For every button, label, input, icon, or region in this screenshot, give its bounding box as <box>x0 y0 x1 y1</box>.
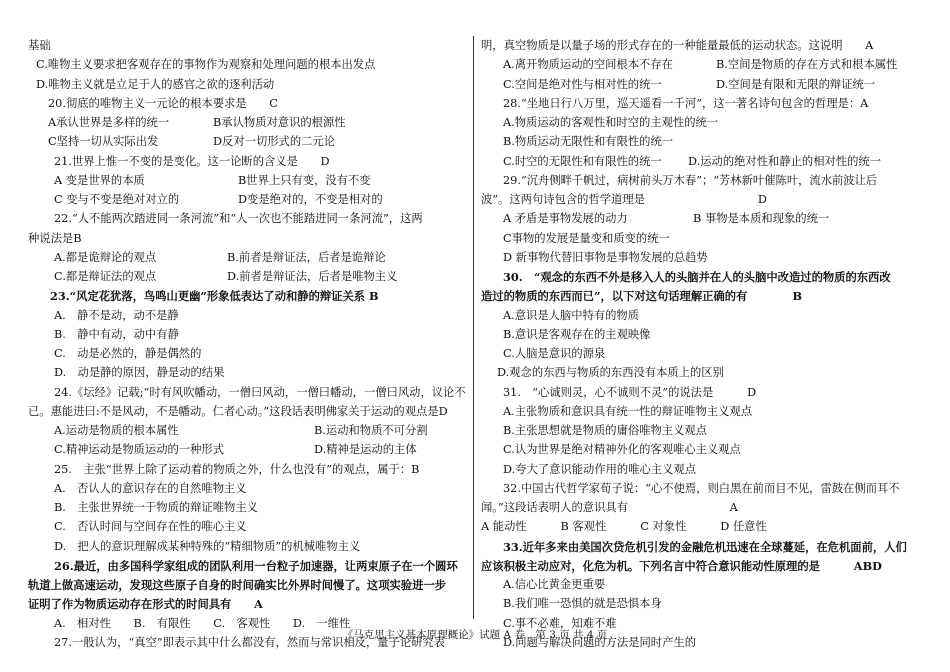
line-text: 31. “心诚则灵，心不诚则不灵”的说法是 D <box>503 385 757 399</box>
left-column-line <box>28 267 480 287</box>
left-column-line <box>28 460 480 480</box>
option-text: C 变与不变是绝对对立的 <box>54 193 180 206</box>
line-text: A.信心比黄金更重要 <box>503 578 606 591</box>
right-column-line <box>481 75 933 95</box>
line-text: D.唯物主义就是立足于人的感官之欲的逐利活动 <box>36 77 275 91</box>
line-text: A 能动性 B 客观性 C 对象性 D 任意性 <box>481 520 767 534</box>
line-text: 应该积极主动应对，化危为机。下列名言中符合意识能动性原理的是 ABD <box>481 558 882 573</box>
right-column-line <box>481 229 933 249</box>
line-text: 21.世界上惟一不变的是变化。这一论断的含义是 D <box>54 154 330 168</box>
right-column-line <box>481 248 933 268</box>
right-column-line <box>481 498 933 518</box>
left-column-line <box>28 229 480 249</box>
right-column-line <box>481 132 933 152</box>
right-column-line <box>481 556 933 576</box>
left-column-line <box>28 190 480 210</box>
option-text: D.精神是运动的主体 <box>314 443 417 457</box>
left-column-line <box>28 55 480 75</box>
line-text: 30. “观念的东西不外是移入人的头脑并在人的头脑中改造过的物质的东西改 <box>503 270 891 284</box>
line-text: 25. 主张“世界上除了运动着的物质之外，什么也没有”的观点，属于：B <box>54 462 420 476</box>
line-text: A. 否认人的意识存在的自然唯物主义 <box>54 481 247 495</box>
line-text: 23.“风定花犹落，鸟鸣山更幽”形象低表达了动和静的辩证关系 B <box>50 289 379 304</box>
left-column-line <box>28 383 480 403</box>
line-text: B.意识是客观存在的主观映像 <box>503 327 651 341</box>
left-column-line <box>28 498 480 518</box>
right-column-line <box>481 402 933 422</box>
left-column-line <box>28 325 480 345</box>
left-column-line <box>28 152 480 172</box>
line-text: C.事不必难，知难不难 <box>503 616 617 630</box>
left-column-line <box>28 556 480 576</box>
left-column-line <box>28 286 480 306</box>
right-column-line <box>481 171 933 191</box>
line-text: 明，真空物质是以量子场的形式存在的一种能量最低的运动状态。这说明 A <box>481 39 874 52</box>
line-text: 29.“沉舟侧畔千帆过，病树前头万木春”；“芳林新叶催陈叶，流水前波让后 <box>503 173 878 187</box>
right-column-line <box>481 55 933 75</box>
line-text: 基础 <box>28 39 51 52</box>
line-text: B.主张思想就是物质的庸俗唯物主义观点 <box>503 424 707 437</box>
option-text: C.都是辩证法的观点 <box>54 270 157 283</box>
option-text: A 变是世界的本质 <box>54 173 145 187</box>
line-text: 33.近年多来由美国次贷危机引发的金融危机迅速在全球蔓延，在危机面前，人们 <box>503 539 907 554</box>
line-text: B.物质运动无限性和有限性的统一 <box>503 135 674 149</box>
line-text: 轨道上做高速运动，发现这些原子自身的时间确实比外界时间慢了。这项实验进一步 <box>28 578 446 592</box>
right-column-line <box>481 209 933 229</box>
line-text: 32.中国古代哲学家荀子说：“心不使焉，则白黑在前而目不见，雷鼓在侧而耳不 <box>503 481 900 495</box>
right-column-line <box>481 479 933 499</box>
line-text: 27.一般认为，“真空”即表示其中什么都没有，然而与常识相反，量子论研究表 <box>54 635 446 649</box>
page-footer: 《马克思主义基本原理概论》试题 A 卷 第 3 页 共 4 页 <box>342 629 608 641</box>
right-column-line <box>481 94 933 114</box>
left-column-line <box>28 94 480 114</box>
option-text: C.时空的无限性和有限性的统一 <box>503 154 662 168</box>
line-text: A.物质运动的客观性和时空的主观性的统一 <box>503 116 719 129</box>
option-text: D.运动的绝对性和静止的相对性的统一 <box>688 154 881 168</box>
right-column-line <box>481 267 933 287</box>
line-text: D. 动是静的原因，静是动的结果 <box>54 366 225 380</box>
line-text: 闻。”这段话表明人的意识具有 A <box>481 501 738 514</box>
line-text: B. 主张世界统一于物质的辩证唯物主义 <box>54 501 258 514</box>
line-text: 造过的物质的东西而已”，以下对这句话理解正确的有 B <box>481 289 803 304</box>
line-text: 种说法是B <box>28 231 82 245</box>
line-text: C事物的发展是量变和质变的统一 <box>503 231 670 245</box>
line-text: C.人脑是意识的源泉 <box>503 347 606 360</box>
line-text: A.意识是人脑中特有的物质 <box>503 308 640 322</box>
line-text: D. 把人的意识理解成某种特殊的“精细物质”的机械唯物主义 <box>54 539 361 553</box>
line-text: C.唯物主义要求把客观存在的事物作为观察和处理问题的根本出发点 <box>36 58 376 72</box>
right-column-line <box>481 440 933 460</box>
line-text: C. 动是必然的，静是偶然的 <box>54 347 202 360</box>
line-text: C.认为世界是绝对精神外化的客观唯心主义观点 <box>503 443 741 457</box>
left-column-line <box>28 363 480 383</box>
line-text: B.我们唯一恐惧的就是恐惧本身 <box>503 597 662 611</box>
line-text: 已。惠能进曰:不是风动，不是幡动。仁者心动。”这段话表明佛家关于运动的观点是D <box>28 404 448 418</box>
column-divider <box>473 36 474 619</box>
option-text: B 事物是本质和现象的统一 <box>693 212 830 226</box>
option-text: D变是绝对的，不变是相对的 <box>238 193 383 206</box>
right-column-line <box>481 190 933 210</box>
line-text: 证明了作为物质运动存在形式的时间具有 A <box>28 597 263 612</box>
right-column-line <box>481 383 933 403</box>
line-text: C. 否认时间与空间存在性的唯心主义 <box>54 520 247 534</box>
option-text: D.空间是有限和无限的辩证统一 <box>716 77 876 91</box>
right-column-line <box>481 113 933 133</box>
line-text: 22.“人不能两次踏进同一条河流”和“人一次也不能踏进同一条河流”，这两 <box>54 212 423 226</box>
left-column-line <box>28 344 480 364</box>
right-column-line <box>481 344 933 364</box>
right-column-line <box>481 537 933 557</box>
option-text: A承认世界是多样的统一 <box>48 116 170 129</box>
line-text: D.观念的东西与物质的东西没有本质上的区别 <box>497 366 724 380</box>
right-column-line <box>481 325 933 345</box>
line-text: B. 静中有动，动中有静 <box>54 327 179 341</box>
left-column-line <box>28 248 480 268</box>
option-text: B承认物质对意识的根源性 <box>213 116 346 129</box>
left-column-line <box>28 75 480 95</box>
right-column-line <box>481 460 933 480</box>
option-text: C.精神运动是物质运动的一种形式 <box>54 443 224 457</box>
right-column-line <box>481 286 933 306</box>
option-text: C.空间是绝对性与相对性的统一 <box>503 77 662 91</box>
left-column-line <box>28 517 480 537</box>
option-text: B世界上只有变，没有不变 <box>238 173 371 187</box>
left-column-line <box>28 575 480 595</box>
left-column-line <box>28 209 480 229</box>
left-column-line <box>28 594 480 614</box>
left-column-line <box>28 402 480 422</box>
option-text: A.都是诡辩论的观点 <box>54 250 157 264</box>
left-column-line <box>28 479 480 499</box>
left-column-line <box>28 113 480 133</box>
line-text: 24.《坛经》记载;“时有风吹幡动，一僧曰风动，一僧曰幡动，一僧曰风动，议论不 <box>54 385 466 399</box>
line-text: 波”。这两句诗包含的哲学道理是 D <box>481 193 767 206</box>
right-column-line <box>481 421 933 441</box>
left-column-line <box>28 306 480 326</box>
left-column-line <box>28 132 480 152</box>
line-text: 26.最近，由多国科学家组成的团队利用一台粒子加速器，让两束原子在一个圆环 <box>54 558 458 573</box>
option-text: D.前者是辩证法，后者是唯物主义 <box>227 270 398 283</box>
option-text: A 矛盾是事物发展的动力 <box>503 212 628 226</box>
line-text: D.问题与解决问题的方法是同时产生的 <box>503 635 696 649</box>
right-column-line <box>481 306 933 326</box>
line-text: 28.“坐地日行八万里，巡天遥看一千河”，这一著名诗句包含的哲理是：A <box>503 96 869 110</box>
line-text: D.夸大了意识能动作用的唯心主义观点 <box>503 462 696 476</box>
line-text: D 新事物代替旧事物是事物发展的总趋势 <box>503 250 708 264</box>
line-text: A.主张物质和意识具有统一性的辩证唯物主义观点 <box>503 404 752 418</box>
right-column-line <box>481 36 933 56</box>
left-column-line <box>28 537 480 557</box>
line-text: 20.彻底的唯物主义一元论的根本要求是 C <box>48 96 278 110</box>
option-text: A.离开物质运动的空间根本不存在 <box>503 58 673 72</box>
right-column-line <box>481 517 933 537</box>
right-column-line <box>481 152 933 172</box>
option-text: A.运动是物质的根本属性 <box>54 424 179 437</box>
left-column-line <box>28 440 480 460</box>
right-column-line <box>481 575 933 595</box>
option-text: C坚持一切从实际出发 <box>48 135 159 149</box>
option-text: B.运动和物质不可分割 <box>314 424 428 437</box>
line-text: A. 静不是动，动不是静 <box>54 308 179 322</box>
left-column-line <box>28 171 480 191</box>
left-column-line <box>28 421 480 441</box>
option-text: B.空间是物质的存在方式和根本属性 <box>716 58 898 72</box>
line-text: A. 相对性 B. 有限性 C. 客观性 D. 一维性 <box>54 616 351 630</box>
right-column-line <box>481 594 933 614</box>
left-column-line <box>28 36 480 56</box>
option-text: B.前者是辩证法，后者是诡辩论 <box>227 250 386 264</box>
option-text: D反对一切形式的二元论 <box>213 135 336 149</box>
right-column-line <box>481 363 933 383</box>
